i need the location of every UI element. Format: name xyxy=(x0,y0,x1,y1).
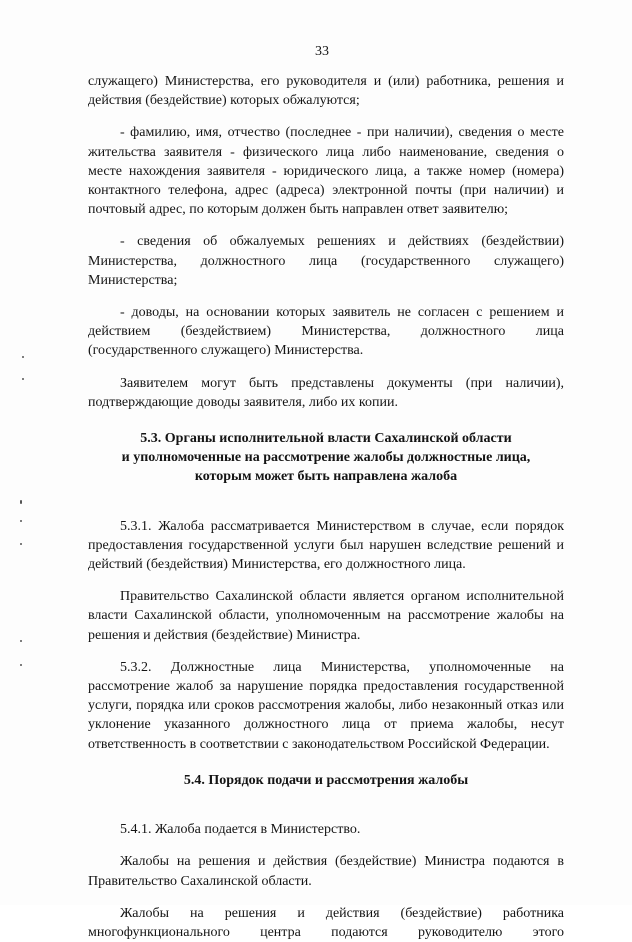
paragraph-arguments: - доводы, на основании которых заявитель не согласен с решением и действием (бездействием) Министерства, должностного лица (государственного служащего) Министерства. xyxy=(88,305,564,359)
scan-mark xyxy=(20,543,22,545)
scan-mark xyxy=(20,640,22,642)
scan-mark xyxy=(20,520,22,522)
scan-mark xyxy=(22,356,24,358)
scan-mark xyxy=(22,378,24,380)
paragraph-government-authority: Правительство Сахалинской области является органом исполнительной власти Сахалинской области, уполномоченным на рассмотрение жалобы на решения и действия (бездействие) Министра. xyxy=(88,589,564,643)
paragraph-5-3-1: 5.3.1. Жалоба рассматривается Министерством в случае, если порядок предоставления государственной услуги был нарушен вследствие решений и действий (бездействия) Министерства, его должностного лица. xyxy=(88,518,564,573)
section-5-3-heading xyxy=(88,429,564,487)
page-number: 33 xyxy=(315,44,329,59)
document-body xyxy=(88,72,564,942)
paragraph-continuation: служащего) Министерства, его руководителя и (или) работника, решения и действия (бездействие) которых обжалуются; xyxy=(88,74,564,109)
section-5-3-heading-line-1: 5.3. Органы исполнительной власти Сахалинской области xyxy=(140,431,512,447)
scan-mark xyxy=(20,664,22,666)
section-5-3-heading-line-3: которым может быть направлена жалоба xyxy=(194,469,458,485)
scan-mark xyxy=(20,500,22,504)
paragraph-mfc-complaints: Жалобы на решения и действия (бездействие) работника многофункционального центра подаются руководителю этого xyxy=(88,905,564,940)
paragraph-minister-complaints: Жалобы на решения и действия (бездействие) Министра подаются в Правительство Сахалинской области. xyxy=(88,854,564,889)
section-5-3-heading-line-2: и уполномоченные на рассмотрение жалобы должностные лица, xyxy=(121,450,531,466)
paragraph-appealed-decisions: - сведения об обжалуемых решениях и действиях (бездействии) Министерства, должностного лица (государственного служащего) Министерства; xyxy=(88,234,564,288)
paragraph-5-4-1: 5.4.1. Жалоба подается в Министерство. xyxy=(120,822,361,838)
paragraph-documents: Заявителем могут быть представлены документы (при наличии), подтверждающие доводы заявителя, либо их копии. xyxy=(88,375,564,410)
paragraph-applicant-details: - фамилию, имя, отчество (последнее - при наличии), сведения о месте жительства заявителя - физического лица либо наименование, сведения о месте нахождения заявителя - юридического лица, а также номер (номера) контактного телефона, адрес (адреса) электронной почты (при наличии) и почтовый адрес, по которым должен быть направлен ответ заявителю; xyxy=(88,125,564,218)
paragraph-5-3-2: 5.3.2. Должностные лица Министерства, уполномоченные на рассмотрение жалоб за нарушение порядка предоставления государственной услуги, порядка или сроков рассмотрения жалобы, либо незаконный отказ или уклонение указанного должностного лица от приема жалобы, несут ответственность в соответствии с законодательством Российской Федерации. xyxy=(88,659,564,752)
section-5-4-heading: 5.4. Порядок подачи и рассмотрения жалобы xyxy=(183,772,469,788)
